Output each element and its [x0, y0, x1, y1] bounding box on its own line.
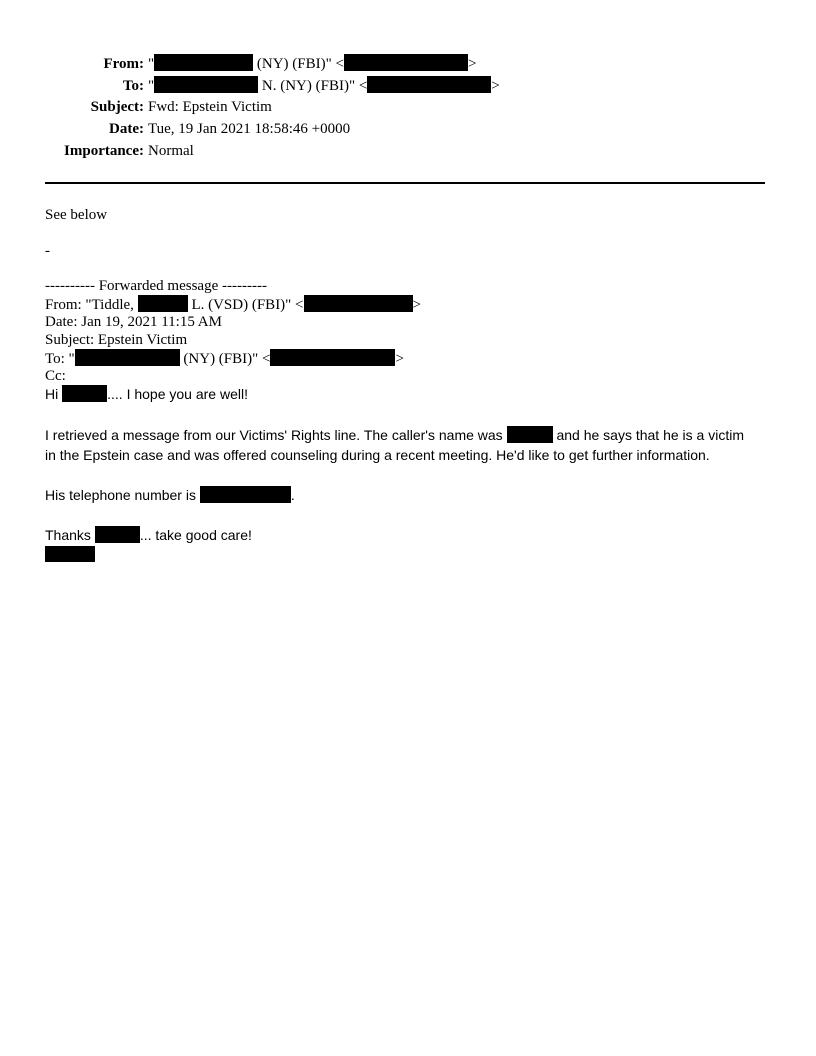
redaction-box — [138, 295, 188, 312]
redaction-box — [507, 426, 553, 443]
forwarded-marker: ---------- Forwarded message --------- — [45, 278, 267, 294]
greeting-line: Hi .... I hope you are well! — [45, 386, 248, 402]
to-label: To: — [122, 78, 144, 94]
signature-redaction — [45, 546, 95, 564]
redaction-box — [200, 486, 291, 503]
header-subject-row — [0, 98, 272, 116]
subject-label: Subject: — [90, 99, 144, 115]
forwarded-subject-line: Subject: Epstein Victim — [45, 332, 188, 348]
redaction-box — [367, 76, 491, 93]
importance-label: Importance: — [64, 143, 144, 159]
see-below-text: See below — [45, 207, 108, 223]
redaction-box — [154, 54, 253, 71]
to-value: " N. (NY) (FBI)" < > — [148, 78, 500, 94]
redaction-box — [45, 546, 95, 562]
redaction-box — [75, 349, 180, 366]
forwarded-from-line: From: "Tiddle, L. (VSD) (FBI)" < > — [45, 297, 421, 313]
redaction-box — [270, 349, 395, 366]
header-importance-row — [0, 142, 194, 160]
forwarded-date-line: Date: Jan 19, 2021 11:15 AM — [45, 314, 222, 330]
header-from-row — [0, 54, 476, 73]
forwarded-cc-line: Cc: — [45, 368, 66, 384]
phone-line: His telephone number is . — [45, 487, 295, 503]
forwarded-to-line: To: " (NY) (FBI)" < > — [45, 351, 404, 367]
paragraph-1-line-2: in the Epstein case and was offered counseling during a recent meeting. He'd like to get further information. — [45, 447, 710, 463]
redaction-box — [344, 54, 468, 71]
header-divider — [45, 182, 765, 184]
redaction-box — [304, 295, 413, 312]
redaction-box — [62, 385, 107, 402]
thanks-line: Thanks ... take good care! — [45, 527, 252, 543]
from-value: " (NY) (FBI)" < > — [148, 56, 477, 72]
importance-value: Normal — [148, 143, 194, 159]
redaction-box — [95, 526, 140, 543]
header-date-row — [0, 120, 350, 138]
from-label: From: — [103, 56, 144, 72]
header-to-row — [0, 76, 500, 95]
date-value: Tue, 19 Jan 2021 18:58:46 +0000 — [148, 121, 351, 137]
subject-value: Fwd: Epstein Victim — [148, 99, 272, 115]
paragraph-1-line-1: I retrieved a message from our Victims' Rights line. The caller's name was and he says that he is a victim — [45, 427, 744, 443]
redaction-box — [154, 76, 258, 93]
dash-line: - — [45, 243, 50, 259]
date-label: Date: — [109, 121, 144, 137]
